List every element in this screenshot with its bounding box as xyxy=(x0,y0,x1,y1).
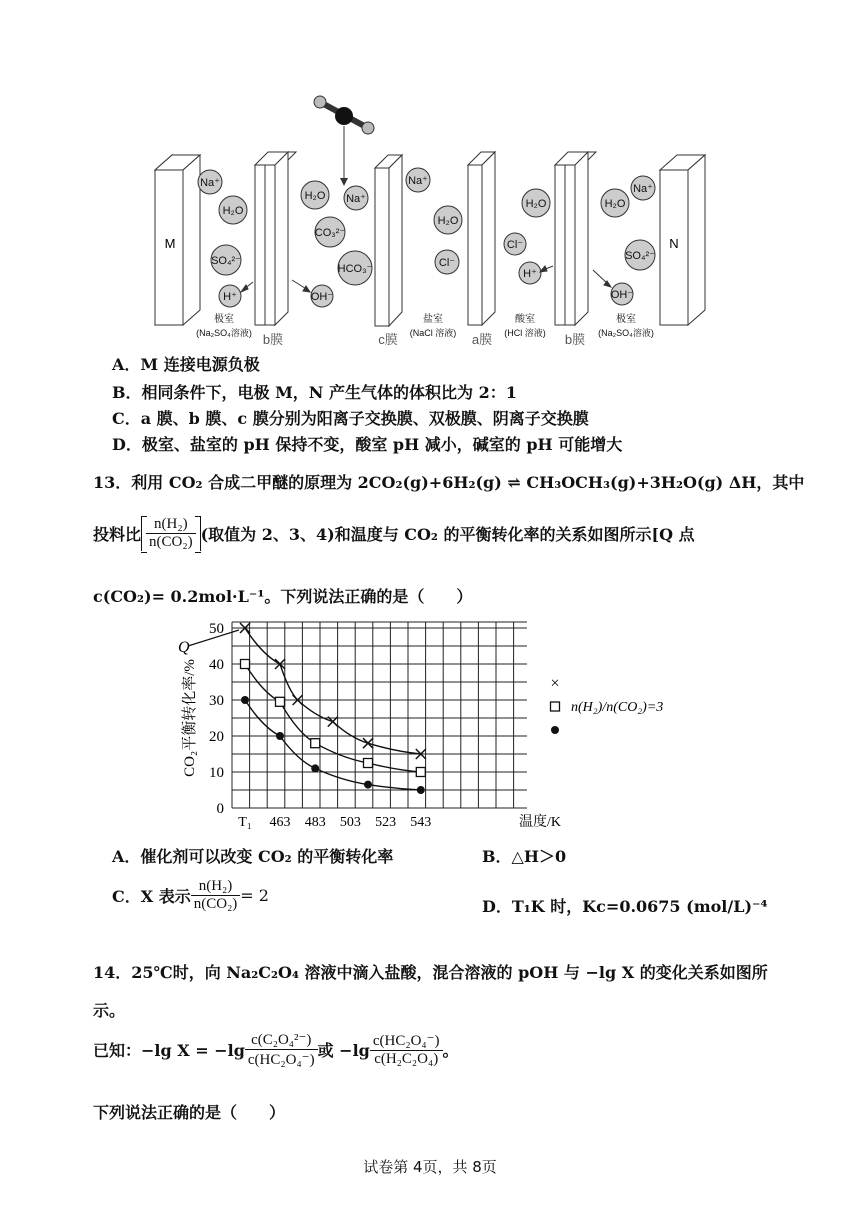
fraction-denominator: n(CO₂) xyxy=(146,533,196,551)
data-point-cross xyxy=(363,738,373,748)
ion-h: H⁺ xyxy=(523,268,537,280)
membrane-label: b膜 xyxy=(564,332,586,347)
q14-known-prefix: 已知：−lg X = −lg xyxy=(93,1041,245,1060)
ion-h2o: H₂O xyxy=(604,198,626,210)
y-tick-label: 50 xyxy=(209,621,224,637)
q14-known xyxy=(93,1030,459,1069)
ion-cl: Cl⁻ xyxy=(438,257,456,269)
ion-co3: CO₃²⁻ xyxy=(314,227,346,239)
fraction-numerator: c(HC₂O₄⁻) xyxy=(372,1033,440,1049)
q12-option-d: D．极室、盐室的 pH 保持不变，酸室 pH 减小，碱室的 pH 可能增大 xyxy=(112,435,623,454)
q13-stem-line2 xyxy=(93,516,695,551)
electrode-m-label: M xyxy=(164,236,176,251)
q13-ratio-bracket xyxy=(141,516,201,551)
y-tick-label: 0 xyxy=(216,801,224,817)
ion-hco3: HCO₃⁻ xyxy=(337,263,373,275)
data-point-square xyxy=(276,697,285,706)
ion-h2o: H₂O xyxy=(304,190,326,202)
q14-stem-line1: 14．25℃时，向 Na₂C₂O₄ 溶液中滴入盐酸，混合溶液的 pOH 与 −lg X 的变化关系如图所 xyxy=(93,963,768,982)
q13-option-c xyxy=(112,878,269,913)
q13-option-c-fraction xyxy=(191,878,241,913)
ion-oh: OH⁻ xyxy=(310,291,334,303)
y-tick-label: 30 xyxy=(209,693,224,709)
data-point-dot xyxy=(276,732,284,740)
y-tick-label: 40 xyxy=(209,657,224,673)
q12-option-c: C．a 膜、b 膜、c 膜分别为阳离子交换膜、双极膜、阴离子交换膜 xyxy=(112,409,589,428)
ion-h: H⁺ xyxy=(223,291,237,303)
x-tick-label: 523 xyxy=(375,815,397,830)
q14-fraction-2 xyxy=(370,1031,443,1068)
ion-na: Na⁺ xyxy=(633,183,653,195)
co2-molecule-icon xyxy=(314,96,374,186)
membrane-c xyxy=(375,155,402,326)
data-point-square xyxy=(416,768,425,777)
q12-option-a: A．M 连接电源负极 xyxy=(112,355,260,374)
chamber-label: 酸室 xyxy=(515,314,535,325)
data-point-dot xyxy=(311,764,319,772)
data-point-square xyxy=(241,660,250,669)
point-q-label: Q xyxy=(178,639,190,656)
ion-oh: OH⁻ xyxy=(610,289,634,301)
legend-cross: × xyxy=(550,675,560,692)
y-axis-label: CO₂平衡转化率/% xyxy=(182,659,198,777)
y-tick-label: 10 xyxy=(209,765,224,781)
electrode-n-label: N xyxy=(669,236,679,251)
data-point-dot xyxy=(417,786,425,794)
membrane-a xyxy=(468,152,495,325)
fraction-numerator: n(H₂) xyxy=(198,878,233,894)
q14-known-end: 。 xyxy=(442,1041,459,1060)
chamber-label: 极室 xyxy=(616,314,636,325)
q13-ratio-suffix: (取值为 2、3、4)和温度与 CO₂ 的平衡转化率的关系如图所示[Q 点 xyxy=(200,525,695,544)
q13-stem-line3: c(CO₂)= 0.2mol·L⁻¹。下列说法正确的是（ ） xyxy=(93,587,473,606)
legend-square xyxy=(551,702,560,711)
chamber-label: 盐室 xyxy=(423,314,443,325)
ion-na: Na⁺ xyxy=(346,193,366,205)
ion-h2o: H₂O xyxy=(222,205,244,217)
q14-fraction-1 xyxy=(245,1030,318,1069)
page-footer: 试卷第 4页，共 8页 xyxy=(363,1158,497,1176)
membrane-b-left xyxy=(255,152,296,325)
x-tick-label: 483 xyxy=(304,815,326,830)
membrane-label: c膜 xyxy=(378,332,398,347)
series-line xyxy=(245,700,421,790)
q14-ask: 下列说法正确的是（ ） xyxy=(93,1103,286,1122)
electrode-m xyxy=(155,155,200,325)
ion-h2o: H₂O xyxy=(437,215,459,227)
q14-stem-line2: 示。 xyxy=(93,1001,126,1020)
data-point-dot xyxy=(241,696,249,704)
x-tick-label: 463 xyxy=(269,815,291,830)
fraction-denominator: c(H₂C₂O₄) xyxy=(370,1050,443,1068)
q13-option-c-prefix: C．X 表示 xyxy=(112,887,191,906)
ion-h2o: H₂O xyxy=(525,198,547,210)
q12-option-b: B．相同条件下，电极 M，N 产生气体的体积比为 2：1 xyxy=(112,383,517,402)
membrane-label: a膜 xyxy=(471,332,493,347)
membrane-label: b膜 xyxy=(262,332,284,347)
membrane-b-right xyxy=(555,152,596,325)
q13-ratio-fraction xyxy=(146,516,196,551)
legend-dot xyxy=(551,726,559,734)
series-line xyxy=(245,628,421,754)
chamber-label: 极室 xyxy=(214,314,234,325)
ion-na: Na⁺ xyxy=(200,177,220,189)
chamber-sub: (HCl 溶液) xyxy=(504,328,546,338)
x-tick-label: T₁ xyxy=(238,815,252,830)
x-tick-label: 543 xyxy=(410,815,432,830)
chamber-sub: (Na₂SO₄溶液) xyxy=(196,328,252,338)
fraction-numerator: n(H₂) xyxy=(154,516,188,532)
fraction-numerator: c(C₂O₄²⁻) xyxy=(251,1032,312,1048)
x-axis-label: 温度/K xyxy=(519,815,561,830)
data-point-square xyxy=(364,759,373,768)
conversion-chart xyxy=(170,612,730,837)
q13-option-c-suffix: = 2 xyxy=(240,886,269,905)
legend-label: n(H₂)/n(CO₂)=3 xyxy=(571,700,664,715)
electrodialysis-diagram xyxy=(150,90,710,350)
q14-known-mid: 或 −lg xyxy=(317,1041,370,1060)
q13-option-b: B．△H＞0 xyxy=(482,847,567,866)
chamber-sub: (NaCl 溶液) xyxy=(409,328,457,338)
ion-so4: SO₄²⁻ xyxy=(211,255,241,267)
x-tick-label: 503 xyxy=(339,815,361,830)
ion-cl: Cl⁻ xyxy=(506,239,524,251)
q13-stem-line1: 13．利用 CO₂ 合成二甲醚的原理为 2CO₂(g)+6H₂(g) ⇌ CH₃OCH₃(g)+3H₂O(g) ΔH，其中 xyxy=(93,473,805,492)
q13-option-a: A．催化剂可以改变 CO₂ 的平衡转化率 xyxy=(112,847,394,866)
data-point-square xyxy=(311,739,320,748)
fraction-denominator: c(HC₂O₄⁻) xyxy=(245,1049,318,1069)
data-point-dot xyxy=(364,781,372,789)
electrode-n xyxy=(660,155,705,325)
ion-na: Na⁺ xyxy=(408,175,428,187)
q13-ratio-prefix: 投料比 xyxy=(93,525,142,544)
fraction-denominator: n(CO₂) xyxy=(191,895,241,913)
ion-so4: SO₄²⁻ xyxy=(625,250,655,262)
y-tick-label: 20 xyxy=(209,729,224,745)
chamber-sub: (Na₂SO₄溶液) xyxy=(598,328,654,338)
q13-option-d: D．T₁K 时，Kc=0.0675 (mol/L)⁻⁴ xyxy=(482,897,768,916)
